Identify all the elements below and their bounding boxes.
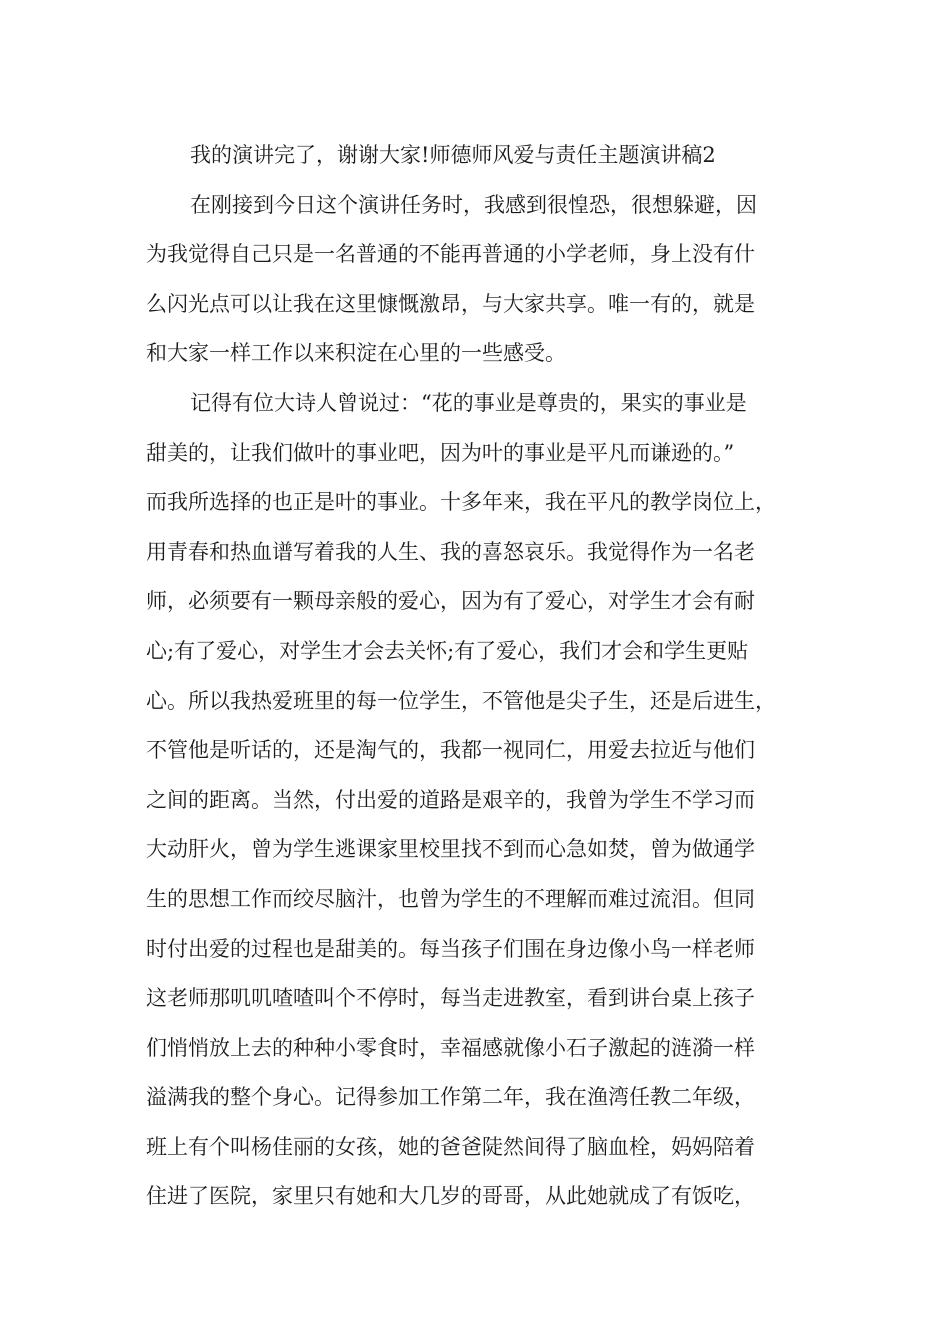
paragraph-2-line-1: 记得有位大诗人曾说过：“花的事业是尊贵的，果实的事业是 xyxy=(190,390,747,415)
paragraph-2-line-14: 们悄悄放上去的种种小零食时，幸福感就像小石子激起的涟漪一样 xyxy=(146,1035,755,1060)
paragraph-2-line-5: 师，必须要有一颗母亲般的爱心，因为有了爱心，对学生才会有耐 xyxy=(146,589,755,614)
text-line-closing-and-title: 我的演讲完了，谢谢大家!师德师风爱与责任主题演讲稿2 xyxy=(190,143,716,167)
paragraph-2-line-9: 之间的距离。当然，付出爱的道路是艰辛的，我曾为学生不学习而 xyxy=(146,787,755,812)
paragraph-2-line-11: 生的思想工作而绞尽脑汁，也曾为学生的不理解而难过流泪。但同 xyxy=(146,886,755,911)
paragraph-1-line-2: 为我觉得自己只是一名普通的不能再普通的小学老师，身上没有什 xyxy=(146,242,755,267)
document-body xyxy=(146,131,826,1222)
paragraph-2-line-7: 心。所以我热爱班里的每一位学生，不管他是尖子生，还是后进生， xyxy=(146,688,776,713)
paragraph-2-line-12: 时付出爱的过程也是甜美的。每当孩子们围在身边像小鸟一样老师 xyxy=(146,936,755,961)
paragraph-1-line-3: 么闪光点可以让我在这里慷慨激昂，与大家共享。唯一有的，就是 xyxy=(146,291,755,316)
paragraph-2-line-8: 不管他是听话的，还是淘气的，我都一视同仁，用爱去拉近与他们 xyxy=(146,738,755,763)
paragraph-2-line-10: 大动肝火，曾为学生逃课家里校里找不到而心急如焚，曾为做通学 xyxy=(146,837,755,862)
paragraph-2-line-2: 甜美的，让我们做叶的事业吧，因为叶的事业是平凡而谦逊的。” xyxy=(146,440,735,465)
paragraph-2-line-6: 心;有了爱心，对学生才会去关怀;有了爱心，我们才会和学生更贴 xyxy=(146,638,749,663)
paragraph-2-line-15: 溢满我的整个身心。记得参加工作第二年，我在渔湾任教二年级， xyxy=(146,1085,755,1110)
paragraph-2-line-16: 班上有个叫杨佳丽的女孩，她的爸爸陡然间得了脑血栓，妈妈陪着 xyxy=(146,1134,755,1159)
paragraph-1-line-1: 在刚接到今日这个演讲任务时，我感到很惶恐，很想躲避，因 xyxy=(190,192,757,217)
paragraph-2-line-17: 住进了医院，家里只有她和大几岁的哥哥，从此她就成了有饭吃， xyxy=(146,1184,755,1209)
paragraph-2-line-4: 用青春和热血谱写着我的人生、我的喜怒哀乐。我觉得作为一名老 xyxy=(146,539,755,564)
paragraph-2-line-13: 这老师那叽叽喳喳叫个不停时，每当走进教室，看到讲台桌上孩子 xyxy=(146,986,755,1011)
paragraph-1-line-4: 和大家一样工作以来积淀在心里的一些感受。 xyxy=(146,341,566,366)
paragraph-2-line-3: 而我所选择的也正是叶的事业。十多年来，我在平凡的教学岗位上， xyxy=(146,490,776,515)
